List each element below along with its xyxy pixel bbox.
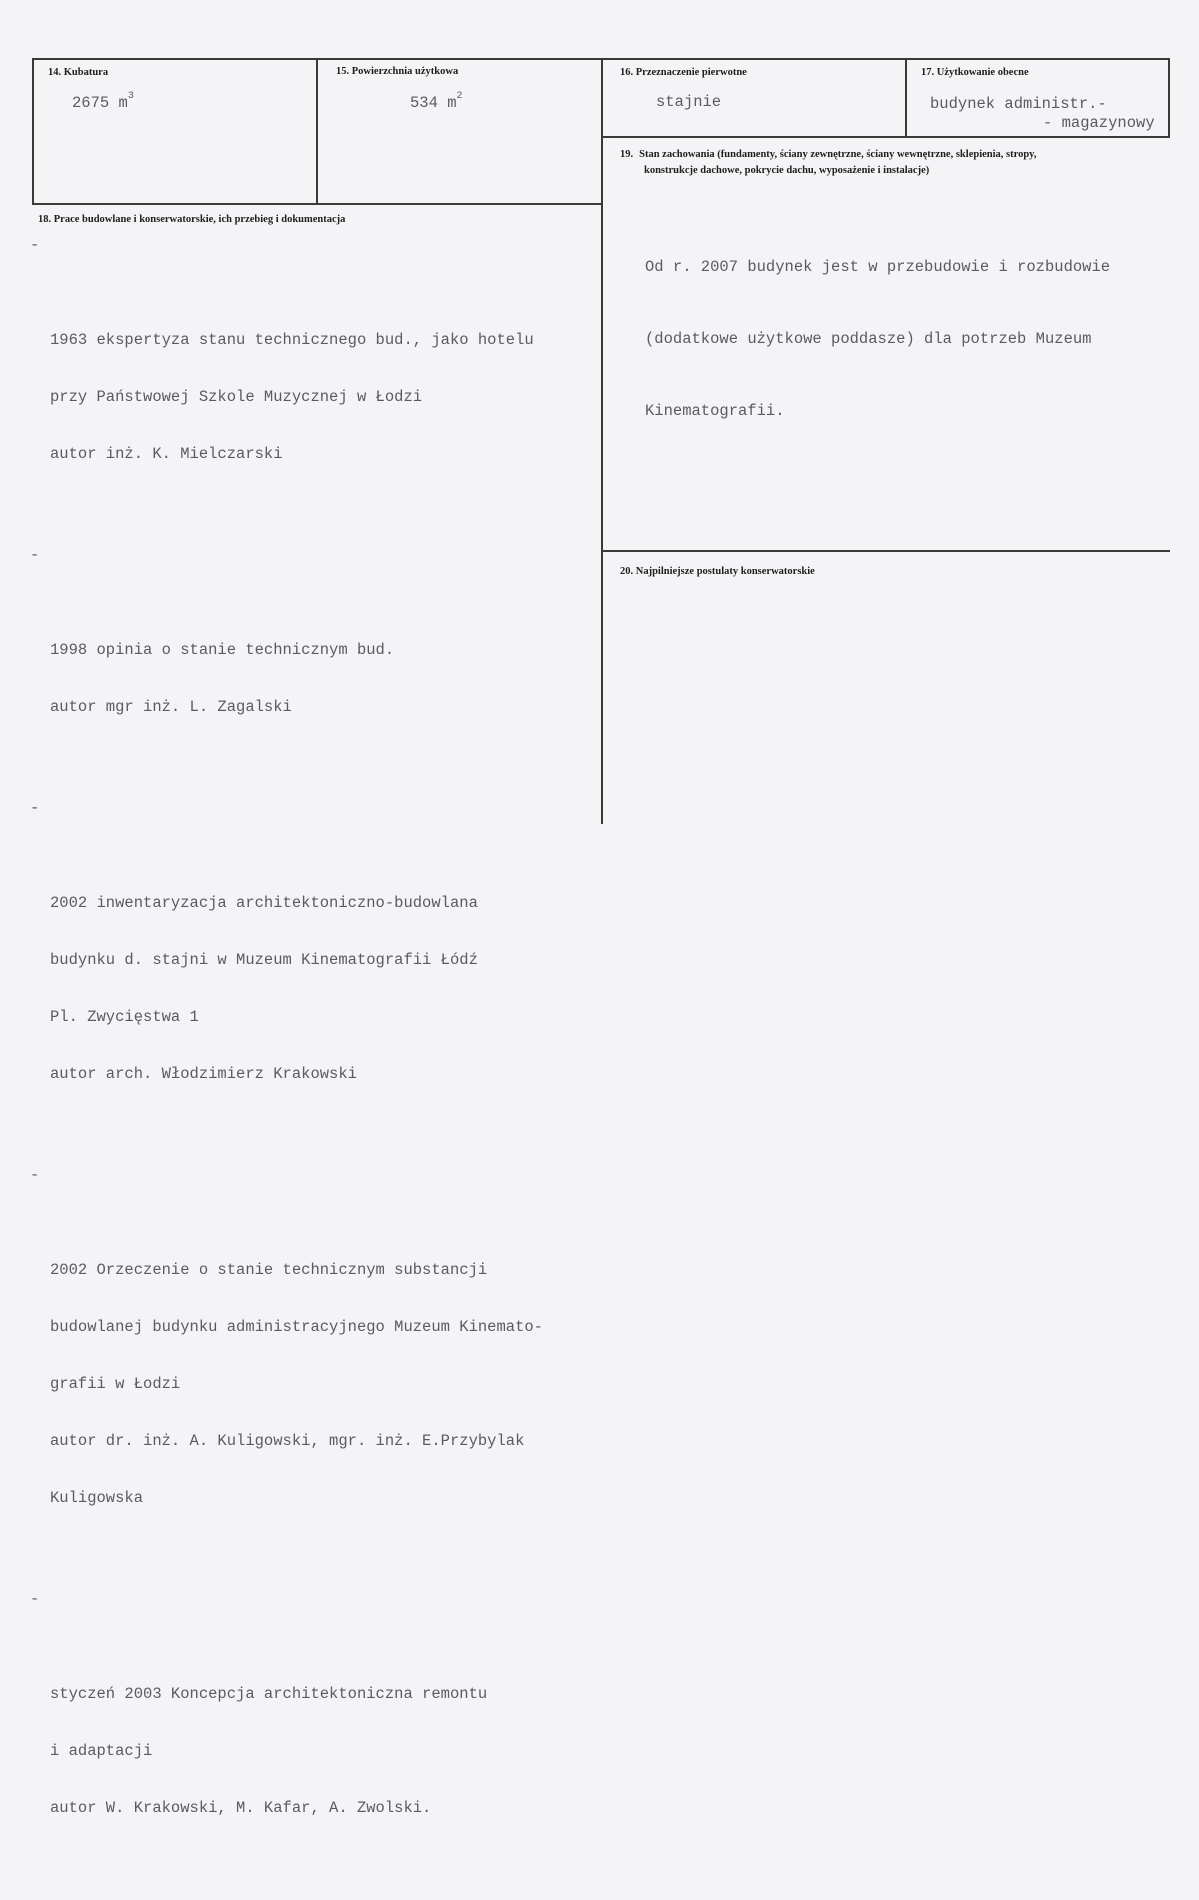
entry-dash: -: [30, 236, 40, 254]
field-19-value-line-3: Kinematografii.: [645, 402, 785, 420]
list-item: [30, 799, 543, 1160]
entry-line: autor mgr inż. L. Zagalski: [50, 698, 292, 716]
field-19-value: [645, 207, 1110, 471]
field-18-label: [38, 214, 345, 225]
field-17-number: 17.: [921, 67, 935, 78]
entry-line: autor arch. Włodzimierz Krakowski: [50, 1065, 357, 1083]
field-15-label: [336, 66, 458, 77]
entry-line: Pl. Zwycięstwa 1: [50, 1008, 199, 1026]
entry-line: styczeń 2003 Koncepcja architektoniczna remontu: [50, 1685, 488, 1703]
entry-dash: -: [30, 799, 40, 817]
divider-16-17: [905, 58, 907, 138]
field-17-value-line-1: budynek administr.-: [930, 95, 1107, 113]
entry-line: 1998 opinia o stanie technicznym bud.: [50, 641, 395, 659]
field-14-value: 2675 $m^3$: [72, 91, 134, 113]
entry-line: 1963 ekspertyza stanu technicznego bud., jako hotelu: [50, 331, 534, 349]
list-item: [30, 1590, 543, 1894]
entry-dash: -: [30, 1166, 40, 1184]
field-19-title-line-2: konstrukcje dachowe, pokrycie dachu, wyposażenie i instalacje): [644, 165, 930, 176]
entry-line: i adaptacji: [50, 1742, 153, 1760]
field-15-value: 534 $m^2$: [410, 91, 463, 113]
field-18-number: 18.: [38, 214, 52, 225]
field-15-title: Powierzchnia użytkowa: [351, 66, 459, 77]
field-17-value-line-2: - magazynowy: [1043, 114, 1155, 132]
entry-line: przy Państwowej Szkole Muzycznej w Łodzi: [50, 388, 423, 406]
divider-15-16: [601, 58, 603, 824]
entry-line: autor dr. inż. A. Kuligowski, mgr. inż. E.Przybylak: [50, 1432, 525, 1450]
list-item: [30, 546, 543, 793]
field-19-value-line-2: (dodatkowe użytkowe poddasze) dla potrzeb Muzeum: [645, 330, 1092, 348]
list-item: [30, 1166, 543, 1584]
list-item: [30, 236, 543, 540]
field-14-title: Kubatura: [63, 67, 109, 78]
rule-under-16-17: [601, 136, 1170, 138]
entry-line: grafii w Łodzi: [50, 1375, 181, 1393]
field-16-number: 16.: [620, 67, 634, 78]
field-20-label: [620, 566, 815, 577]
field-18-entries: [30, 236, 543, 1900]
field-20-number: 20.: [620, 566, 634, 577]
entry-dash: -: [30, 1590, 40, 1608]
rule-under-14-15: [32, 203, 603, 205]
field-19-title-line-1: Stan zachowania (fundamenty, ściany zewnętrzne, ściany wewnętrzne, sklepienia, stropy,: [639, 149, 1037, 160]
entry-line: budynku d. stajni w Muzeum Kinematografii Łódź: [50, 951, 478, 969]
field-16-value: stajnie: [656, 93, 722, 111]
field-17-label: [921, 67, 1029, 78]
entry-line: 2002 inwentaryzacja architektoniczno-budowlana: [50, 894, 478, 912]
field-20-title: Najpilniejsze postulaty konserwatorskie: [635, 566, 815, 577]
entry-line: autor inż. K. Mielczarski: [50, 445, 283, 463]
field-19-label: [620, 147, 1168, 179]
entry-line: 2002 Orzeczenie o stanie technicznym substancji: [50, 1261, 488, 1279]
field-14-label: [48, 67, 108, 78]
field-16-label: [620, 67, 747, 78]
field-14-unit-exponent: 3: [127, 91, 134, 102]
field-17-title: Użytkowanie obecne: [936, 67, 1029, 78]
entry-line: Kuligowska: [50, 1489, 144, 1507]
divider-14-15: [316, 58, 318, 204]
rule-above-20: [601, 550, 1170, 552]
right-rule: [1168, 58, 1170, 138]
field-15-unit-exponent: 2: [456, 91, 463, 102]
field-18-title: Prace budowlane i konserwatorskie, ich przebieg i dokumentacja: [53, 214, 346, 225]
field-14-number: 14.: [48, 67, 62, 78]
field-16-title: Przeznaczenie pierwotne: [635, 67, 747, 78]
left-rule: [32, 58, 34, 204]
entry-dash: -: [30, 546, 40, 564]
entry-line: autor W. Krakowski, M. Kafar, A. Zwolski.: [50, 1799, 432, 1817]
entry-line: budowlanej budynku administracyjnego Muzeum Kinemato-: [50, 1318, 543, 1336]
field-19-number: 19.: [620, 149, 634, 160]
field-15-number: 15.: [336, 66, 350, 77]
field-19-value-line-1: Od r. 2007 budynek jest w przebudowie i rozbudowie: [645, 258, 1111, 276]
